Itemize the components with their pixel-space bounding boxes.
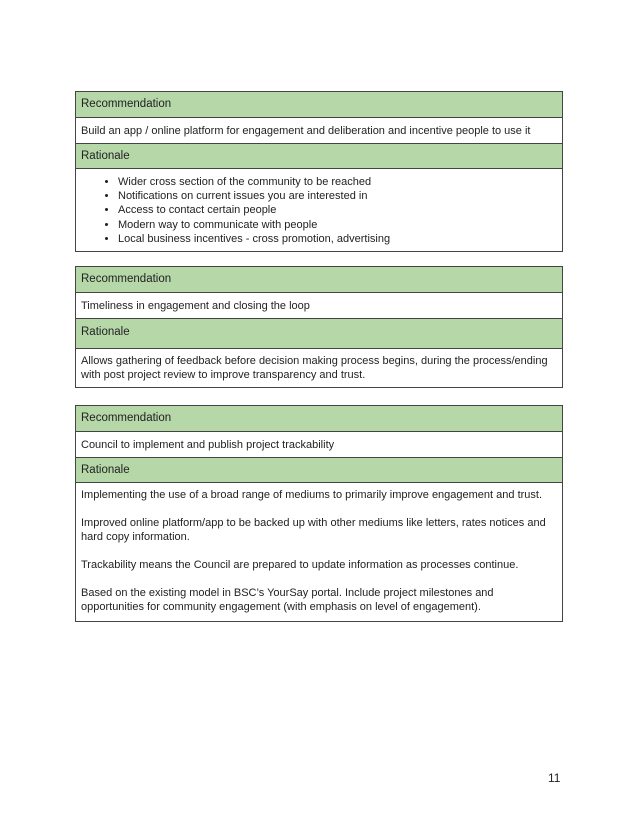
rationale-header: Rationale	[76, 457, 562, 482]
rationale-list	[81, 175, 556, 246]
rationale-text-cell	[76, 482, 562, 621]
recommendation-table-1	[75, 91, 563, 252]
rationale-paragraph: Implementing the use of a broad range of mediums to primarily improve engagement and trust.	[81, 489, 543, 501]
rationale-paragraph: Trackability means the Council are prepared to update information as processes continue.	[81, 559, 519, 571]
rationale-paragraph: Improved online platform/app to be backed up with other mediums like letters, rates notices and hard copy information.	[81, 517, 546, 543]
recommendation-text: Build an app / online platform for engagement and deliberation and incentive people to use it	[76, 117, 562, 143]
rationale-header: Rationale	[76, 318, 562, 348]
recommendation-header: Recommendation	[76, 406, 562, 431]
list-item: • Access to contact certain people	[118, 203, 556, 217]
page-number: 11	[548, 771, 561, 785]
recommendation-table-3	[75, 405, 563, 622]
list-item: • Modern way to communicate with people	[118, 218, 556, 232]
list-item: • Local business incentives - cross promotion, advertising	[118, 232, 556, 246]
recommendation-header: Recommendation	[76, 267, 562, 292]
list-item: • Wider cross section of the community to be reached	[118, 175, 556, 189]
rationale-paragraph: Allows gathering of feedback before decision making process begins, during the process/ending with post project review to improve transparency and trust.	[81, 355, 548, 381]
rationale-paragraph: Based on the existing model in BSC’s YourSay portal. Include project milestones and opportunities for community engagement (with emphasis on level of engagement).	[81, 587, 494, 613]
recommendation-table-2	[75, 266, 563, 388]
rationale-text-cell	[76, 348, 562, 387]
recommendation-text: Timeliness in engagement and closing the loop	[76, 292, 562, 318]
rationale-list-cell	[76, 168, 562, 251]
recommendation-header: Recommendation	[76, 92, 562, 117]
recommendation-text: Council to implement and publish project trackability	[76, 431, 562, 457]
list-item: • Notifications on current issues you are interested in	[118, 189, 556, 203]
rationale-header: Rationale	[76, 143, 562, 168]
